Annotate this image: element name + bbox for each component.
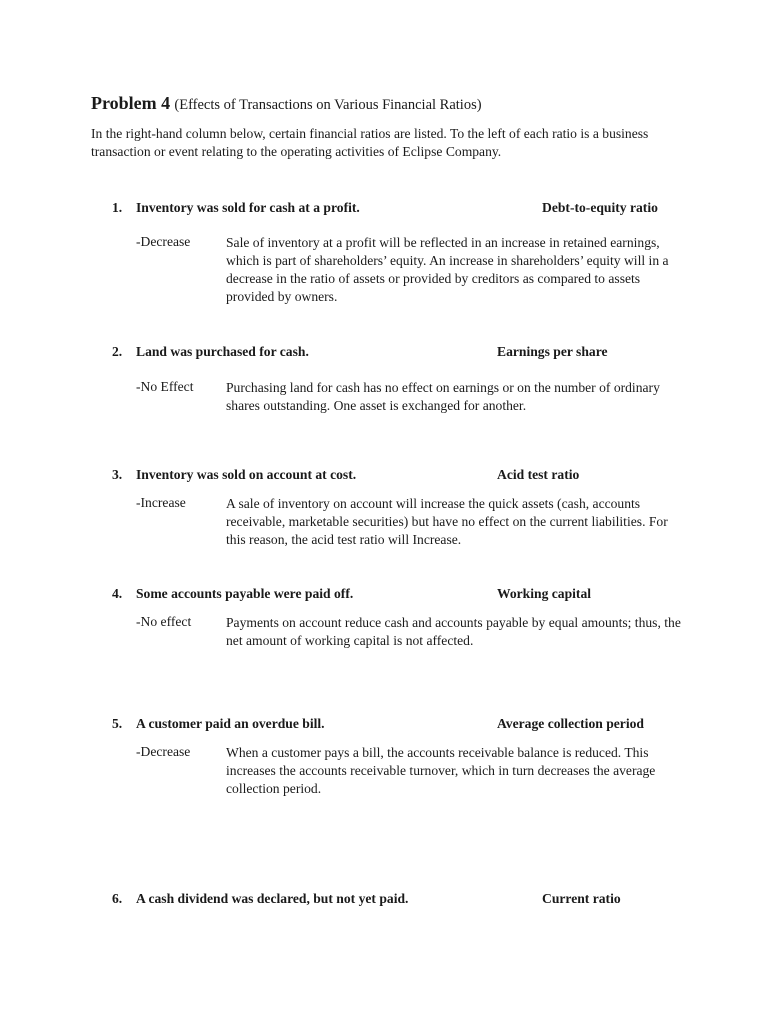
item-number: 5. [112,716,123,731]
item-ratio: Acid test ratio [497,467,580,482]
item-transaction: Inventory was sold on account at cost. [136,467,357,482]
item-heading [0,344,768,362]
item-heading [0,200,768,218]
item-transaction: A cash dividend was declared, but not yet paid. [136,891,409,906]
intro-paragraph: In the right-hand column below, certain financial ratios are listed. To the left of each ratio is a business transaction or event relating to the operating activities of Eclipse Company. [91,126,649,159]
item-transaction: Some accounts payable were paid off. [136,586,354,601]
item-explanation: Purchasing land for cash has no effect on earnings or on the number of ordinary shares outstanding. One asset is exchanged for another. [226,380,660,413]
item-explanation: When a customer pays a bill, the accounts receivable balance is reduced. This increases the accounts receivable turnover, which in turn decreases the average collection period. [226,745,656,796]
item-ratio: Debt-to-equity ratio [542,200,658,215]
item-heading [0,586,768,604]
item-ratio: Average collection period [497,716,644,731]
item-transaction: A customer paid an overdue bill. [136,716,325,731]
item-explanation: Sale of inventory at a profit will be reflected in an increase in retained earnings, which is part of shareholders’ equity. An increase in shareholders’ equity will in a decrease in the ratio of assets or provided by creditors as compared to assets provided by owners. [226,235,669,304]
item-effect: -No effect [136,614,192,629]
title-subtitle: (Effects of Transactions on Various Financial Ratios) [174,97,482,113]
item-ratio: Working capital [497,586,592,601]
item-number: 1. [112,200,123,215]
item-ratio: Earnings per share [497,344,608,359]
item-explanation: A sale of inventory on account will increase the quick assets (cash, accounts receivable, marketable securities) but have no effect on the current liabilities. For this reason, the acid test ratio will Increase. [226,496,668,547]
page-title [91,93,482,114]
item-effect: -Increase [136,495,186,510]
item-number: 2. [112,344,123,359]
item-transaction: Inventory was sold for cash at a profit. [136,200,360,215]
item-heading [0,891,768,909]
item-explanation: Payments on account reduce cash and accounts payable by equal amounts; thus, the net amount of working capital is not affected. [226,615,681,648]
item-ratio: Current ratio [542,891,621,906]
item-effect: -No Effect [136,379,194,394]
item-number: 3. [112,467,123,482]
title-problem-number: Problem 4 [91,93,171,113]
item-number: 4. [112,586,123,601]
item-number: 6. [112,891,123,906]
item-effect: -Decrease [136,234,191,249]
item-heading [0,716,768,734]
item-effect: -Decrease [136,744,191,759]
item-transaction: Land was purchased for cash. [136,344,309,359]
item-heading [0,467,768,485]
